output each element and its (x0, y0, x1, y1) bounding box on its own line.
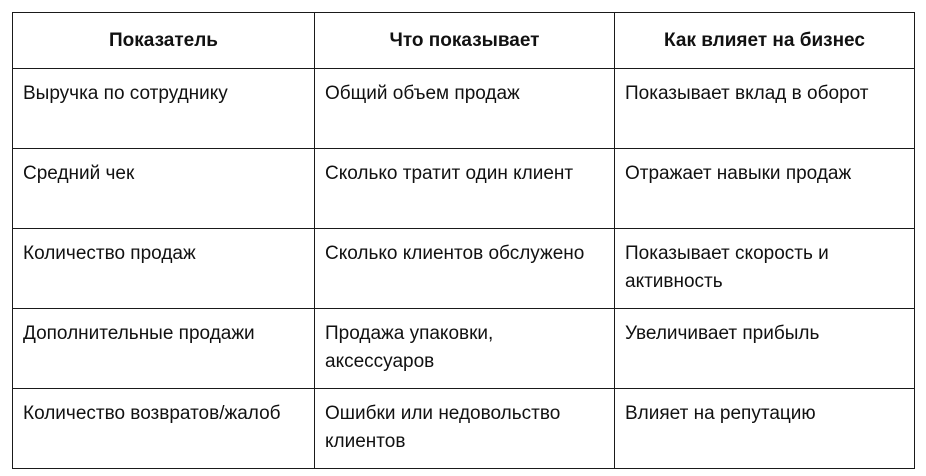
table-row (13, 69, 915, 149)
table-row (13, 149, 915, 229)
table-row (13, 309, 915, 389)
cell-what-it-shows: Сколько тратит один клиент (315, 149, 615, 229)
header-what-it-shows: Что показывает (315, 13, 615, 69)
cell-business-impact: Отражает навыки продаж (615, 149, 915, 229)
cell-indicator: Выручка по сотруднику (13, 69, 315, 149)
cell-business-impact: Увеличивает прибыль (615, 309, 915, 389)
table-row (13, 389, 915, 469)
cell-indicator: Средний чек (13, 149, 315, 229)
header-indicator: Показатель (13, 13, 315, 69)
cell-business-impact: Влияет на репутацию (615, 389, 915, 469)
metrics-table-container (12, 12, 915, 469)
cell-what-it-shows: Сколько клиентов обслужено (315, 229, 615, 309)
cell-indicator: Количество продаж (13, 229, 315, 309)
table-row (13, 229, 915, 309)
table-header-row (13, 13, 915, 69)
cell-what-it-shows: Продажа упаковки, аксессуаров (315, 309, 615, 389)
cell-indicator: Дополнительные продажи (13, 309, 315, 389)
cell-what-it-shows: Ошибки или недовольство клиентов (315, 389, 615, 469)
cell-business-impact: Показывает вклад в оборот (615, 69, 915, 149)
cell-indicator: Количество возвратов/жалоб (13, 389, 315, 469)
header-business-impact: Как влияет на бизнес (615, 13, 915, 69)
cell-what-it-shows: Общий объем продаж (315, 69, 615, 149)
cell-business-impact: Показывает скорость и активность (615, 229, 915, 309)
metrics-table (12, 12, 915, 469)
